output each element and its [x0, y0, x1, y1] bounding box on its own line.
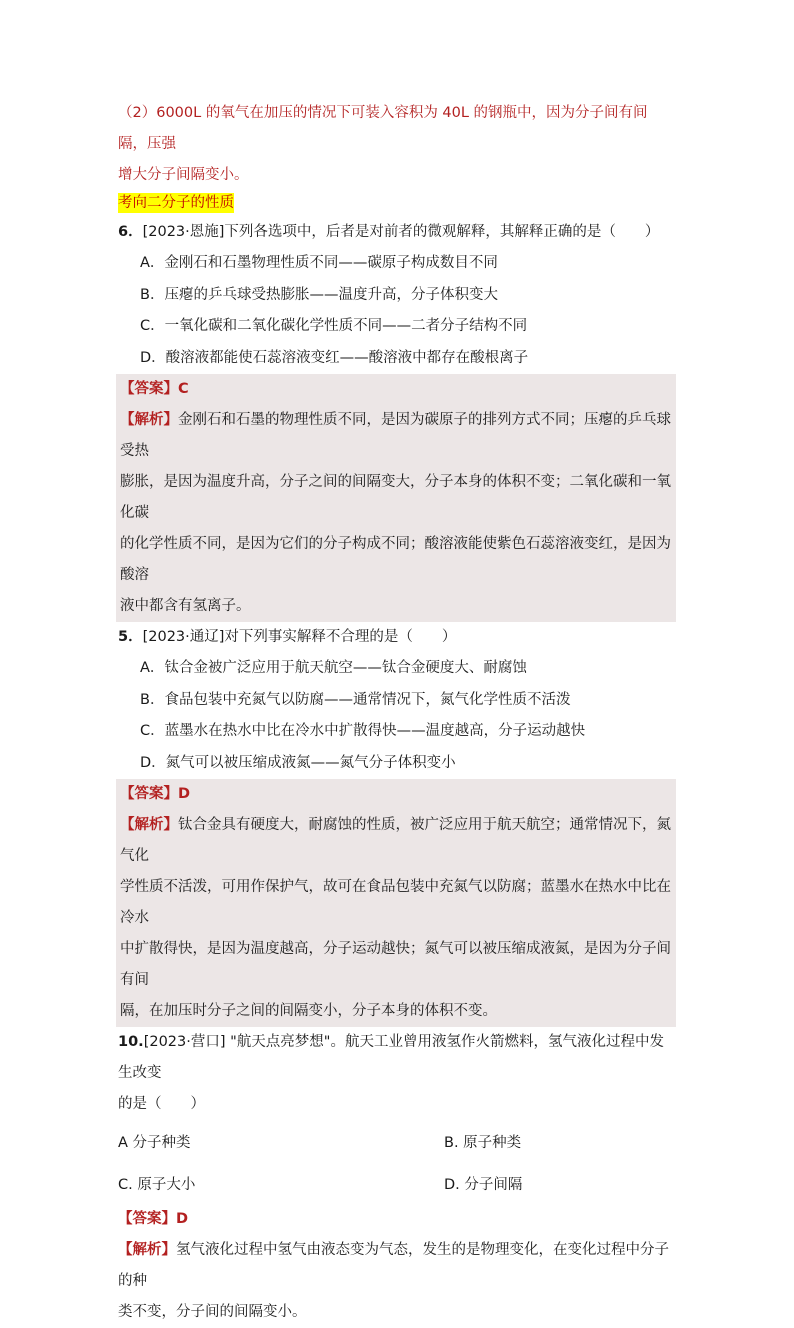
- answer-value: C: [178, 381, 189, 397]
- answer-label: 【答案】: [120, 381, 178, 397]
- answer-block: [116, 779, 676, 1027]
- answer-label: 【答案】: [118, 1211, 176, 1227]
- explanation: [120, 405, 672, 622]
- question-stem: [2023·通辽]对下列事实解释不合理的是（ ）: [142, 629, 457, 645]
- explanation-line: 液中都含有氢离子。: [120, 598, 251, 614]
- answer-line: [120, 374, 672, 405]
- question-5: [118, 622, 676, 653]
- option-a: A．钛合金被广泛应用于航天航空——钛合金硬度大、耐腐蚀: [140, 660, 527, 676]
- intro-line: 增大分子间隔变小。: [118, 167, 249, 183]
- explanation-line: 膨胀，是因为温度升高，分子之间的间隔变大，分子本身的体积不变；二氧化碳和一氧化碳: [120, 474, 671, 521]
- question-stem-cont: 的是（ ）: [118, 1096, 205, 1112]
- question-number: 10.: [118, 1034, 144, 1050]
- explanation-line: 金刚石和石墨的物理性质不同，是因为碳原子的排列方式不同；压瘪的乒乓球受热: [120, 412, 671, 459]
- option-a: A．金刚石和石墨物理性质不同——碳原子构成数目不同: [140, 255, 498, 271]
- answer-value: D: [178, 786, 191, 802]
- option-d: D．氮气可以被压缩成液氮——氮气分子体积变小: [140, 754, 456, 771]
- option-c: C．一氧化碳和二氧化碳化学性质不同——二者分子结构不同: [140, 318, 528, 334]
- explanation-line: 学性质不活泼，可用作保护气，故可在食品包装中充氮气以防腐；蓝墨水在热水中比在冷水: [120, 879, 671, 926]
- intro-paragraph: [118, 98, 676, 191]
- explanation: [118, 1235, 676, 1328]
- option-d: D. 分子间隔: [444, 1177, 523, 1193]
- explanation: [120, 810, 672, 1027]
- intro-line: （2）6000L 的氧气在加压的情况下可装入容积为 40L 的钢瓶中，因为分子间有间隔，压强: [118, 105, 648, 152]
- answer-block: [118, 1204, 676, 1328]
- option-c: C．蓝墨水在热水中比在冷水中扩散得快——温度越高，分子运动越快: [140, 723, 586, 739]
- explanation-line: 的化学性质不同，是因为它们的分子构成不同；酸溶液能使紫色石蕊溶液变红，是因为酸溶: [120, 536, 671, 583]
- answer-value: D: [176, 1211, 189, 1227]
- question-number: 6．: [118, 224, 143, 240]
- answer-block: [116, 374, 676, 622]
- question-stem: [2023·恩施]下列各选项中，后者是对前者的微观解释，其解释正确的是（ ）: [142, 224, 660, 240]
- option-b: B. 原子种类: [444, 1135, 522, 1151]
- question-6: [118, 217, 676, 248]
- answer-label: 【答案】: [120, 786, 178, 802]
- options-grid: [118, 1120, 676, 1204]
- explanation-line: 隔，在加压时分子之间的间隔变小，分子本身的体积不变。: [120, 1003, 497, 1019]
- option-a: A 分子种类: [118, 1135, 191, 1151]
- explanation-line: 氢气液化过程中氢气由液态变为气态，发生的是物理变化，在变化过程中分子的种: [118, 1242, 669, 1289]
- question-10: [118, 1027, 676, 1120]
- question-stem: [2023·营口] "航天点亮梦想"。航天工业曾用液氢作火箭燃料，氢气液化过程中发生改变: [118, 1034, 664, 1081]
- explanation-line: 中扩散得快，是因为温度越高，分子运动越快；氮气可以被压缩成液氮，是因为分子间有间: [120, 941, 671, 988]
- option-b: B．压瘪的乒乓球受热膨胀——温度升高，分子体积变大: [140, 286, 498, 303]
- option-d: D．酸溶液都能使石蕊溶液变红——酸溶液中都存在酸根离子: [140, 349, 529, 366]
- explanation-line: 钛合金具有硬度大，耐腐蚀的性质，被广泛应用于航天航空；通常情况下，氮气化: [120, 817, 671, 864]
- explanation-label: 【解析】: [120, 817, 178, 833]
- explanation-line: 类不变，分子间的间隔变小。: [118, 1304, 307, 1320]
- section-title: 考向二分子的性质: [118, 195, 234, 211]
- answer-line: [120, 779, 672, 810]
- explanation-label: 【解析】: [118, 1242, 176, 1258]
- explanation-label: 【解析】: [120, 412, 178, 428]
- question-number: 5．: [118, 629, 143, 645]
- answer-line: [118, 1204, 676, 1235]
- option-c: C. 原子大小: [118, 1177, 196, 1193]
- document-content: [118, 98, 676, 1328]
- option-b: B．食品包装中充氮气以防腐——通常情况下，氮气化学性质不活泼: [140, 691, 571, 708]
